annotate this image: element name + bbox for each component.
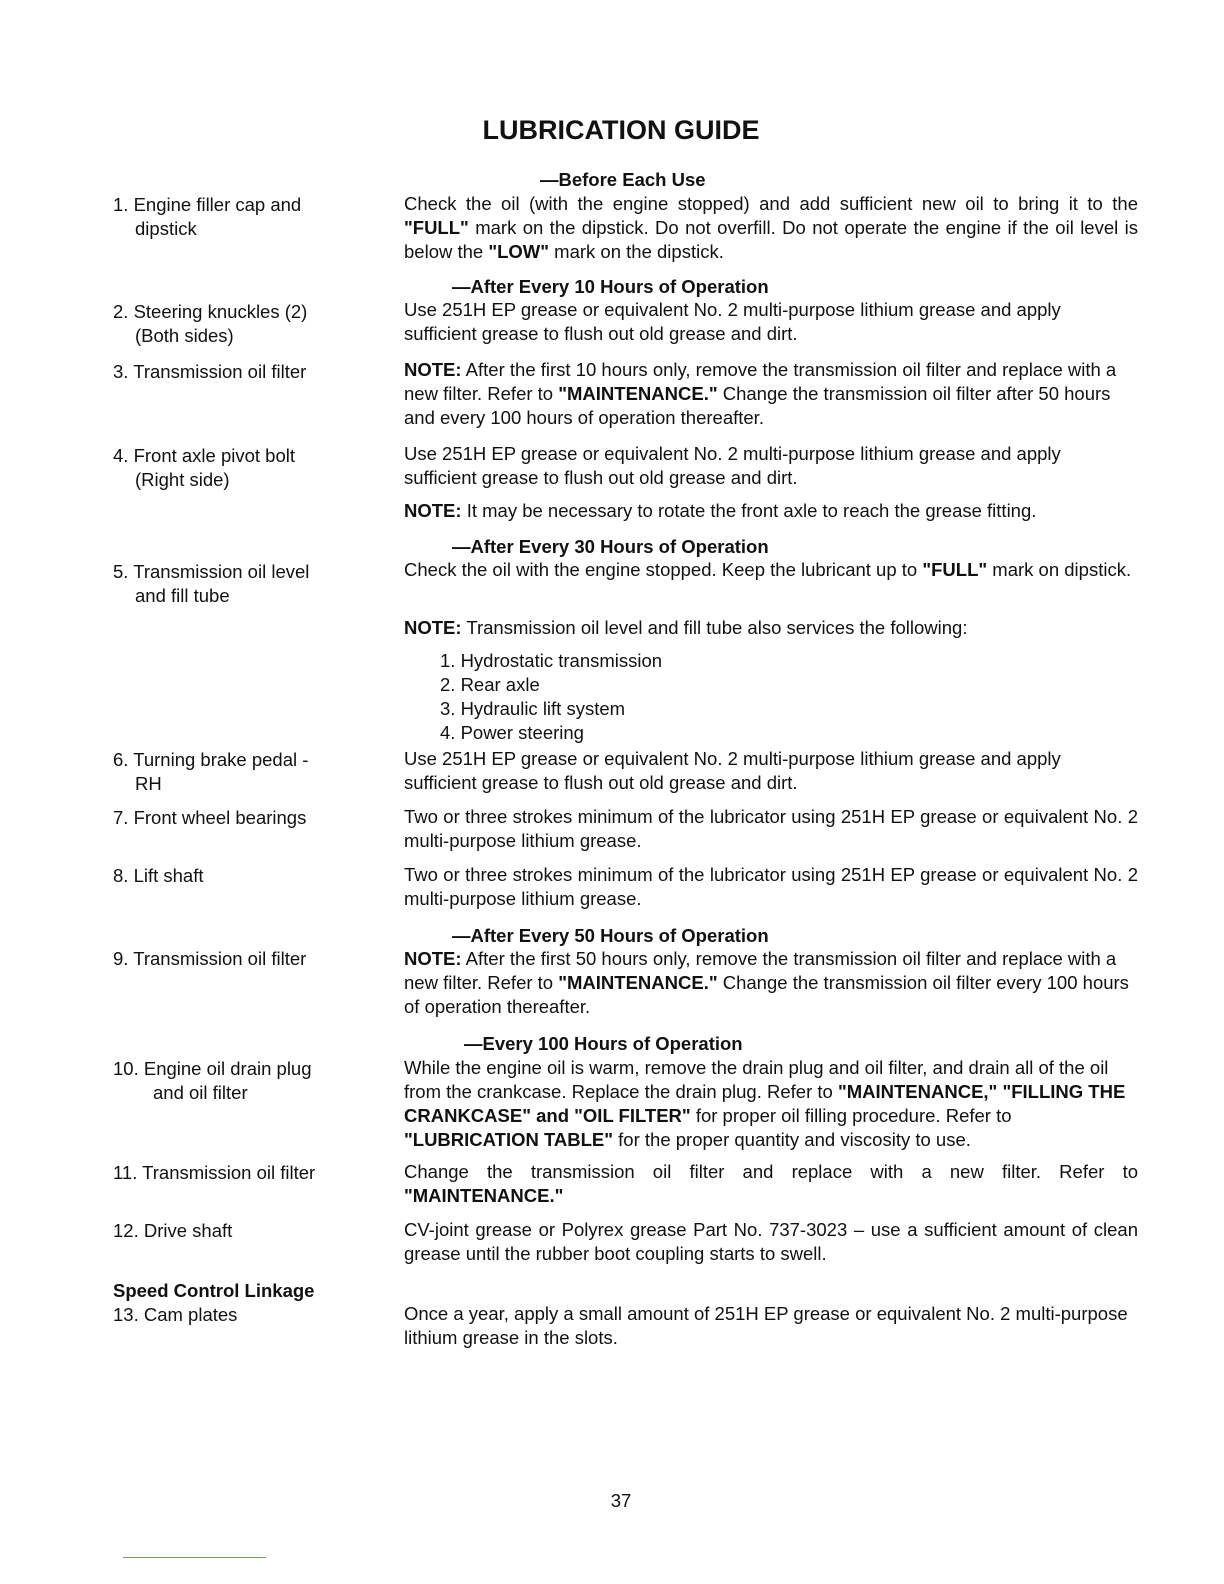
list-item: 2. Steering knuckles (2) (Both sides) (113, 301, 308, 346)
list-item: 8. Lift shaft (113, 865, 204, 886)
list-item: 2. Rear axle (440, 674, 540, 695)
list-item: 9. Transmission oil filter (113, 948, 307, 969)
page-number: 37 (610, 1490, 632, 1511)
list-item: 3. Hydraulic lift system (440, 698, 626, 719)
list-item: 1. Engine filler cap and dipstick (113, 194, 302, 239)
list-item: 3. Transmission oil filter (113, 361, 307, 382)
list-item: 7. Front wheel bearings (113, 807, 307, 828)
paragraph: NOTE: After the first 50 hours only, remove the transmission oil filter and replace with a new filter. Refer to "MAINTENANCE." Change the transmission oil filter every 100 hours of operation thereafter. (404, 948, 1129, 1017)
paragraph: Use 251H EP grease or equivalent No. 2 multi-purpose lithium grease and apply sufficient grease to flush out old grease and dirt. (404, 299, 1061, 344)
list-item: 5. Transmission oil level and fill tube (113, 561, 310, 606)
list-item: 12. Drive shaft (113, 1220, 233, 1241)
paragraph: Two or three strokes minimum of the lubricator using 251H EP grease or equivalent No. 2 multi-purpose lithium grease. (404, 864, 1138, 909)
paragraph: Use 251H EP grease or equivalent No. 2 multi-purpose lithium grease and apply sufficient grease to flush out old grease and dirt. (404, 443, 1061, 488)
paragraph: NOTE: It may be necessary to rotate the front axle to reach the grease fitting. (404, 500, 1037, 521)
section-heading: —Before Each Use (540, 169, 706, 190)
list-item: 10. Engine oil drain plug and oil filter (113, 1058, 312, 1103)
list-item: 6. Turning brake pedal - RH (113, 749, 309, 794)
paragraph: NOTE: After the first 10 hours only, remove the transmission oil filter and replace with a new filter. Refer to "MAINTENANCE." Change the transmission oil filter after 50 hours and every 100 hours of operation thereafter. (404, 359, 1117, 428)
paragraph: Use 251H EP grease or equivalent No. 2 multi-purpose lithium grease and apply sufficient grease to flush out old grease and dirt. (404, 748, 1061, 793)
paragraph: NOTE: Transmission oil level and fill tube also services the following: (404, 617, 968, 638)
footer-divider (123, 1557, 266, 1558)
list-item: 11. Transmission oil filter (113, 1162, 316, 1183)
paragraph: While the engine oil is warm, remove the drain plug and oil filter, and drain all of the oil from the crankcase. Replace the drain plug. Refer to "MAINTENANCE," "FILLING THE CRANKCASE" and "OIL FILTER" for proper oil filling procedure. Refer to "LUBRICATION TABLE" for the proper quantity and viscosity to use. (404, 1057, 1126, 1150)
section-heading: —After Every 10 Hours of Operation (452, 276, 769, 297)
paragraph: CV-joint grease or Polyrex grease Part No. 737-3023 – use a sufficient amount of clean grease until the rubber boot coupling starts to swell. (404, 1219, 1138, 1264)
sublist (440, 649, 840, 745)
section-heading: —After Every 50 Hours of Operation (452, 925, 769, 946)
paragraph: Check the oil (with the engine stopped) and add sufficient new oil to bring it to the "FULL" mark on the dipstick. Do not overfill. Do not operate the engine if the oil level is below the "LOW" mark on the dipstick. (404, 193, 1138, 262)
page-title: LUBRICATION GUIDE (482, 115, 760, 145)
paragraph: Check the oil with the engine stopped. Keep the lubricant up to "FULL" mark on dipstick. (404, 559, 1132, 580)
paragraph: Once a year, apply a small amount of 251H EP grease or equivalent No. 2 multi-purpose lithium grease in the slots. (404, 1303, 1128, 1348)
paragraph: Change the transmission oil filter and replace with a new filter. Refer to "MAINTENANCE." (404, 1161, 1138, 1206)
section-heading: —After Every 30 Hours of Operation (452, 536, 769, 557)
list-item: 4. Power steering (440, 722, 584, 743)
list-item: 1. Hydrostatic transmission (440, 650, 663, 671)
list-item: 4. Front axle pivot bolt (Right side) (113, 445, 296, 490)
speed-control-heading: Speed Control Linkage 13. Cam plates (113, 1280, 315, 1325)
section-heading: —Every 100 Hours of Operation (464, 1033, 743, 1054)
paragraph: Two or three strokes minimum of the lubricator using 251H EP grease or equivalent No. 2 multi-purpose lithium grease. (404, 806, 1138, 851)
